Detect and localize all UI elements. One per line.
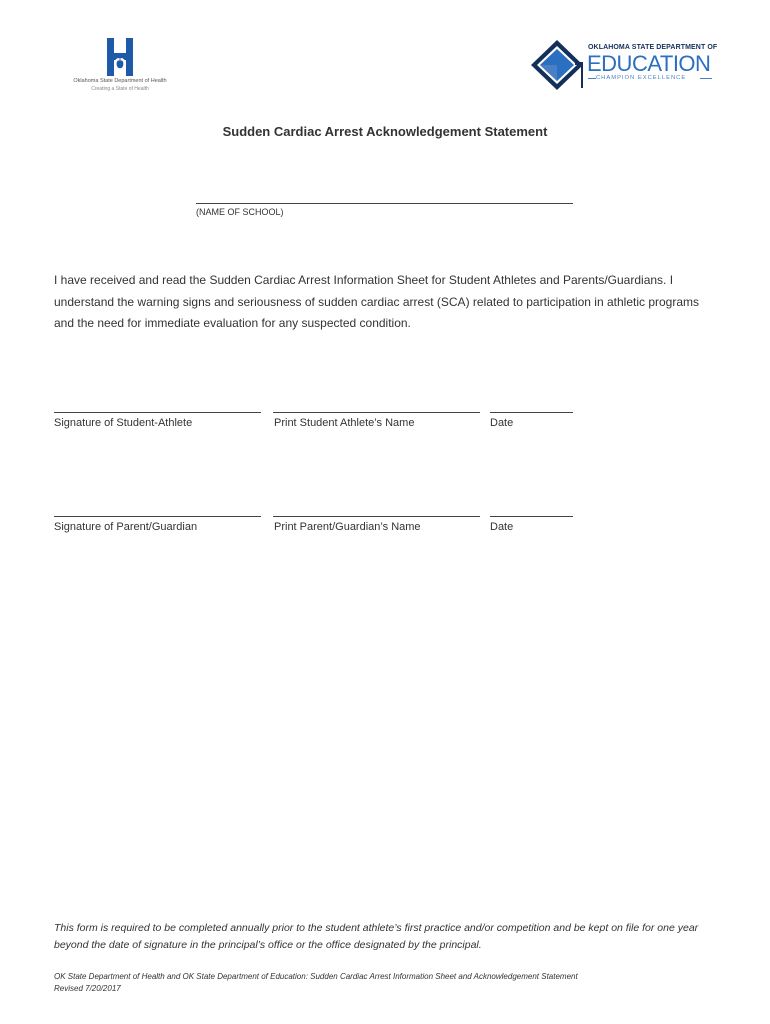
parent-name-label: Print Parent/Guardian’s Name	[274, 521, 421, 533]
osde-tagline-rule-right	[700, 78, 712, 79]
school-name-label: (NAME OF SCHOOL)	[196, 207, 284, 217]
student-name-field[interactable]	[273, 412, 480, 413]
student-name-label: Print Student Athlete’s Name	[274, 417, 415, 429]
osde-logo-icon	[531, 40, 583, 90]
student-date-field[interactable]	[490, 412, 573, 413]
acknowledgement-statement: I have received and read the Sudden Cardiac Arrest Information Sheet for Student Athletes and Parents/Guardians. I understand the warning signs and seriousness of sudden cardiac arrest (SCA) related to participation in athletic programs and the need for immediate evaluation for any suspected condition.	[54, 273, 700, 330]
student-date-label: Date	[490, 417, 514, 429]
school-name-field[interactable]	[196, 203, 573, 204]
citation-text: OK State Department of Health and OK State Department of Education: Sudden Cardiac Arrest Information Sheet and Acknowledgement Statement	[54, 972, 578, 981]
osde-tagline-rule-left	[588, 78, 596, 79]
document-title: Sudden Cardiac Arrest Acknowledgement Statement	[222, 124, 548, 139]
parent-date-label: Date	[490, 521, 514, 533]
revision-date: Revised 7/20/2017	[54, 984, 121, 993]
retention-note: This form is required to be completed annually prior to the student athlete’s first practice and/or competition and be kept on file for one year beyond the date of signature in the principal’s office or the office designated by the principal.	[54, 922, 699, 951]
parent-date-field[interactable]	[490, 516, 573, 517]
osdh-tagline: Creating a State of Health	[91, 86, 149, 92]
osde-top-line: OKLAHOMA STATE DEPARTMENT OF	[588, 44, 718, 51]
osde-tagline: CHAMPION EXCELLENCE	[596, 75, 687, 81]
osde-main-word: EDUCATION	[587, 51, 711, 76]
parent-signature-label: Signature of Parent/Guardian	[54, 521, 198, 533]
student-signature-label: Signature of Student-Athlete	[54, 417, 193, 429]
parent-name-field[interactable]	[273, 516, 480, 517]
osdh-name: Oklahoma State Department of Health	[73, 78, 167, 84]
student-signature-field[interactable]	[54, 412, 261, 413]
osdh-logo-icon	[107, 38, 133, 76]
footer-citation	[54, 971, 734, 995]
parent-signature-field[interactable]	[54, 516, 261, 517]
